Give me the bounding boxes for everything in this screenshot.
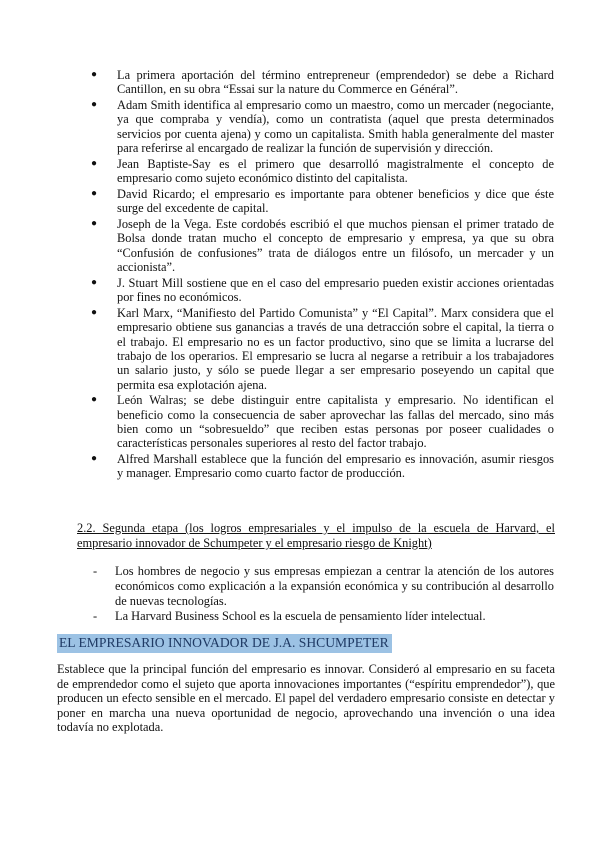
list-item [88,68,554,97]
dash-icon: - [93,564,98,578]
bullet-icon: ● [91,187,98,199]
highlighted-heading: EL EMPRESARIO INNOVADOR DE J.A. SHCUMPETER [57,634,392,653]
bullet-icon: ● [91,69,98,80]
list-item-text: Joseph de la Vega. Este cordobés escribió el que muchos piensan el primer tratado de Bolsa donde tratan mucho el concepto de empresario y empresa, ya que su obra “Confusión de confusiones” trata de diálogos entre un filósofo, un mercader y un accionista”. [117,217,554,275]
list-item [88,452,554,481]
list-item [88,564,554,608]
list-item-text: Los hombres de negocio y sus empresas empiezan a centrar la atención de los autores económicos como explicación a la expansión económica y su contribución al desarrollo de nuevas tecnologías. [115,564,554,608]
bullet-icon: ● [91,157,98,169]
list-item-text: J. Stuart Mill sostiene que en el caso del empresario pueden existir acciones orientadas por fines no económicos. [117,275,554,305]
bullet-list [88,68,554,482]
bullet-icon: ● [91,306,98,318]
bullet-icon: ● [91,276,98,288]
list-item [88,217,554,274]
list-item [88,187,554,216]
list-item-text: Jean Baptiste-Say es el primero que desarrolló magistralmente el concepto de empresario como sujeto económico distinto del capitalista. [117,156,554,186]
list-item [88,98,554,155]
list-item-text: La Harvard Business School es la escuela de pensamiento líder intelectual. [115,609,486,624]
list-item-text: Alfred Marshall establece que la función del empresario es innovación, asumir riesgos y manager. Empresario como cuarto factor de producción. [117,452,554,481]
list-item [88,157,554,186]
body-paragraph: Establece que la principal función del empresario es innovar. Consideró al empresario en su faceta de emprendedor como el sujeto que aporta innovaciones importantes (“espíritu emprendedor”), que producen un efecto sensible en el mercado. El papel del verdadero empresario consiste en detectar y poner en marcha una nueva oportunidad de negocio, aprovechando una invención o una idea todavía no explotada. [57,662,555,735]
dash-icon: - [93,609,98,624]
dash-list [88,564,554,625]
list-item [88,393,554,450]
bullet-icon: ● [91,99,98,111]
list-item-text: León Walras; se debe distinguir entre capitalista y empresario. No identifican el beneficio como la consecuencia de saber aprovechar las fallas del mercado, sino más bien como un “sobresueldo” que reciben estas personas por poseer cualidades o características personales superiores al resto del factor trabajo. [117,393,554,451]
bullet-icon: ● [91,394,98,406]
section-title: 2.2. Segunda etapa (los logros empresariales y el impulso de la escuela de Harvard, el empresario innovador de Schumpeter y el empresario riesgo de Knight) [77,521,555,550]
bullet-icon: ● [91,218,98,229]
list-item [88,306,554,392]
list-item-text: David Ricardo; el empresario es importante para obtener beneficios y dice que éste surge del excedente de capital. [117,186,554,216]
list-item [88,276,554,305]
list-item-text: La primera aportación del término entrepreneur (emprendedor) se debe a Richard Cantillon, en su obra “Essai sur la nature du Commerce en Général”. [117,68,554,97]
bullet-icon: ● [91,453,98,465]
list-item-text: Karl Marx, “Manifiesto del Partido Comunista” y “El Capital”. Marx considera que el empresario obtiene sus ganancias a través de una detracción sobre el capital, la tierra o el trabajo. El empresario no es un factor productivo, sino que se limita a lucrarse del trabajo de los operarios. El empresario se lucra al negarse a retribuir a los trabajadores un salario justo, y sólo se puede llegar a ser empresario poseyendo un capital que permita esa explotación ajena. [117,305,554,392]
list-item [88,609,554,624]
list-item-text: Adam Smith identifica al empresario como un maestro, como un mercader (negociante, ya que compraba y vendía), como un contratista (aquel que presta determinados servicios por cuenta ajena) y como un capitalista. Smith habla generalmente del master para referirse al encargado de realizar la función de supervisión y dirección. [117,98,554,156]
